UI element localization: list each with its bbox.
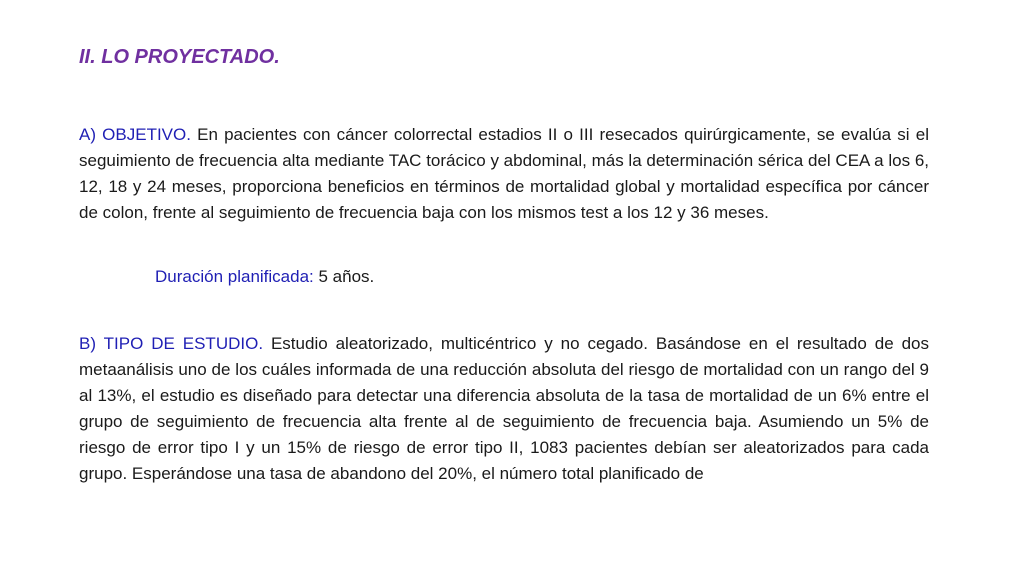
- duracion-label: Duración planificada:: [155, 267, 314, 286]
- duracion-value: 5 años.: [313, 267, 375, 286]
- duracion-line: [155, 264, 374, 290]
- objetivo-heading: A) OBJETIVO.: [79, 125, 191, 144]
- tipo-estudio-paragraph: [79, 331, 929, 487]
- objetivo-text: En pacientes con cáncer colorrectal estadios II o III resecados quirúrgicamente, se evalúa si el seguimiento de frecuencia alta mediante TAC torácico y abdominal, más la determinación sérica del CEA a los 6, 12, 18 y 24 meses, proporciona beneficios en términos de mortalidad global y mortalidad específica por cáncer de colon, frente al seguimiento de frecuencia baja con los mismos test a los 12 y 36 meses.: [79, 125, 929, 222]
- tipo-estudio-text: Estudio aleatorizado, multicéntrico y no cegado. Basándose en el resultado de dos metaanálisis uno de los cuáles informada de una reducción absoluta del riesgo de mortalidad con un rango del 9 al 13%, el estudio es diseñado para detectar una diferencia absoluta de la tasa de mortalidad de un 6% entre el grupo de seguimiento de frecuencia alta frente al de seguimiento de frecuencia baja. Asumiendo un 5% de riesgo de error tipo I y un 15% de riesgo de error tipo II, 1083 pacientes debían ser aleatorizados para cada grupo. Esperándose una tasa de abandono del 20%, el número total planificado de: [79, 334, 929, 483]
- tipo-estudio-heading: B) TIPO DE ESTUDIO.: [79, 334, 264, 353]
- objetivo-paragraph: [79, 122, 929, 226]
- slide-title: II. LO PROYECTADO.: [79, 46, 280, 68]
